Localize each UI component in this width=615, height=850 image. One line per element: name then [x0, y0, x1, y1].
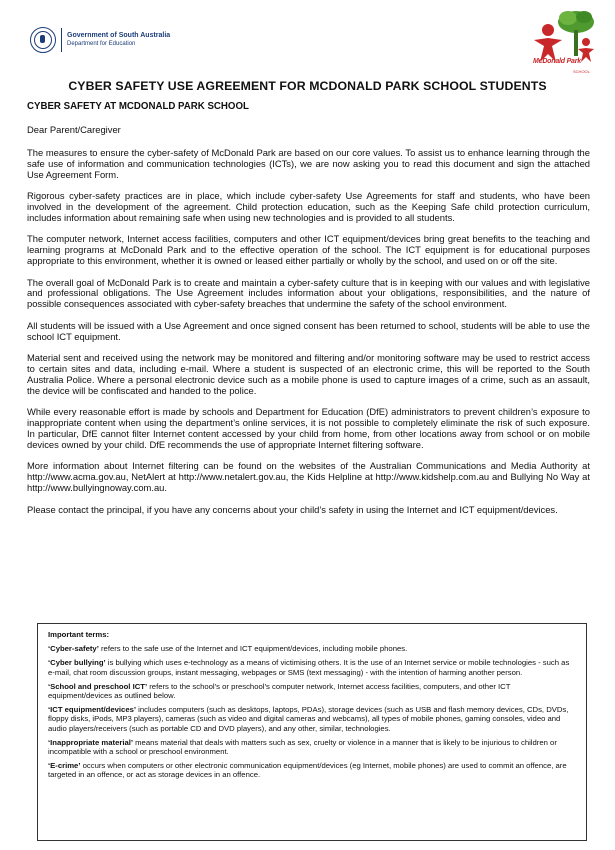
paragraph: While every reasonable effort is made by schools and Department for Education (DfE) administrators to prevent children’s exposure to inappropriate content when using the department’s online services, it is not possible to completely eliminate the risk of such exposure. In particular, DfE cannot filter Internet content accessed by your child from home, from other locations away from school or on mobile devices owned by your child. DfE recommends the use of appropriate Internet filtering software.	[27, 406, 590, 450]
paragraph: Please contact the principal, if you have any concerns about your child’s safety in using the Internet and ICT equipment/devices.	[27, 503, 558, 515]
term-definition: means material that deals with matters such as sex, cruelty or violence in a manner that is likely to be injurious to children or incompatible with a school or preschool environment.	[48, 737, 557, 757]
term-item	[48, 682, 576, 701]
government-logo	[30, 27, 170, 53]
crest-icon	[30, 27, 56, 53]
paragraph: The computer network, Internet access facilities, computers and other ICT equipment/devices bring great benefits to the teaching and learning programs at McDonald Park and to the effective operation of the school. The ICT equipment is for educational purposes appropriate to this environment, whether it is owned or leased either partially or wholly by the school, and used on or off the site.	[27, 233, 590, 267]
salutation: Dear Parent/Caregiver	[27, 124, 121, 135]
letter-body	[27, 125, 590, 526]
term-item	[48, 761, 576, 780]
term-name: ‘School and preschool ICT’	[48, 681, 148, 691]
paragraph: The overall goal of McDonald Park is to create and maintain a cyber-safety culture that is in keeping with our values and with legislative and professional obligations. The Use Agreement includes information about your obligations, responsibilities, and the nature of possible consequences associated with cyber-safety breaches that undermine the safety of the school environment.	[27, 276, 590, 310]
paragraph: The measures to ensure the cyber-safety of McDonald Park are based on our core values. To assist us to enhance learning through the safe use of information and communication technologies (ICTs), we are now asking you to read this document and sign the attached Use Agreement Form.	[27, 146, 590, 180]
department-name: Department for Education	[67, 41, 136, 47]
government-name: Government of South Australia	[67, 32, 171, 39]
paragraph: Material sent and received using the network may be monitored and filtering and/or monitoring software may be used to restrict access to certain sites and data, including e-mail. Where a student is suspected of an electronic crime, this will be reported to the South Australia Police. Where a personal electronic device such as a mobile phone is used to capture images of a crime, such as an assault, the device will be confiscated and handed to the police.	[27, 352, 590, 396]
term-name: ‘Inappropriate material’	[48, 737, 134, 747]
term-item	[48, 658, 576, 677]
paragraph: More information about Internet filtering can be found on the websites of the Australian Communications and Media Authority at http://www.acma.gov.au, NetAlert at http://www.netalert.gov.au, the Kids Helpline at http://www.kidshelp.com.au and Bullying No Way at http://www.bullyingnoway.com.au.	[27, 460, 590, 494]
terms-heading: Important terms:	[48, 630, 110, 639]
term-item	[48, 705, 576, 733]
school-logo-name: McDonald Park	[533, 58, 581, 65]
term-definition: includes computers (such as desktops, laptops, PDAs), storage devices (such as USB and flash memory devices, CDs, DVDs, floppy disks, iPods, MP3 players), cameras (such as video and digital cameras and webcams), all types of mobile phones, gaming consoles, video and audio players/receivers (such as portable CD and DVD players), and any other, similar, technologies.	[48, 704, 569, 733]
paragraph: All students will be issued with a Use Agreement and once signed consent has been returned to school, students will be able to use the school ICT equipment.	[27, 319, 590, 342]
term-name: ‘Cyber-safety’	[48, 644, 99, 654]
term-name: ‘ICT equipment/devices’	[48, 704, 137, 714]
paragraph: Rigorous cyber-safety practices are in place, which include cyber-safety Use Agreements for staff and students, who have been involved in the development of the agreement. Child protection education, such as the Keeping Safe child protection curriculum, includes information about remaining safe when using new technologies and is provided to all students.	[27, 190, 590, 223]
important-terms-box	[37, 623, 587, 841]
school-logo-sub: SCHOOL	[573, 69, 590, 74]
section-heading: CYBER SAFETY AT MCDONALD PARK SCHOOL	[27, 101, 249, 112]
term-name: ‘E-crime’	[48, 760, 81, 770]
term-item	[48, 738, 576, 757]
logo-divider	[61, 28, 62, 52]
term-name: ‘Cyber bullying’	[48, 658, 106, 668]
term-definition: refers to the school’s or preschool’s computer network, Internet access facilities, computers, and other ICT equipment/devices as outlined below.	[48, 681, 511, 701]
term-definition: refers to the safe use of the Internet and ICT equipment/devices, including mobile phones.	[98, 644, 408, 654]
term-item	[48, 644, 576, 653]
page-title: CYBER SAFETY USE AGREEMENT FOR MCDONALD PARK SCHOOL STUDENTS	[68, 79, 547, 93]
term-definition: is bullying which uses e-technology as a means of victimising others. It is the use of an Internet service or mobile technologies - such as e-mail, chat room discussion groups, instant messaging, webpages or SMS (text messaging) - with the intention of harming another person.	[48, 658, 570, 677]
term-definition: occurs when computers or other electronic communication equipment/devices (eg Internet, mobile phones) are used to commit an offence, are targeted in an offence, or act as storage devices in an offence.	[48, 760, 567, 780]
